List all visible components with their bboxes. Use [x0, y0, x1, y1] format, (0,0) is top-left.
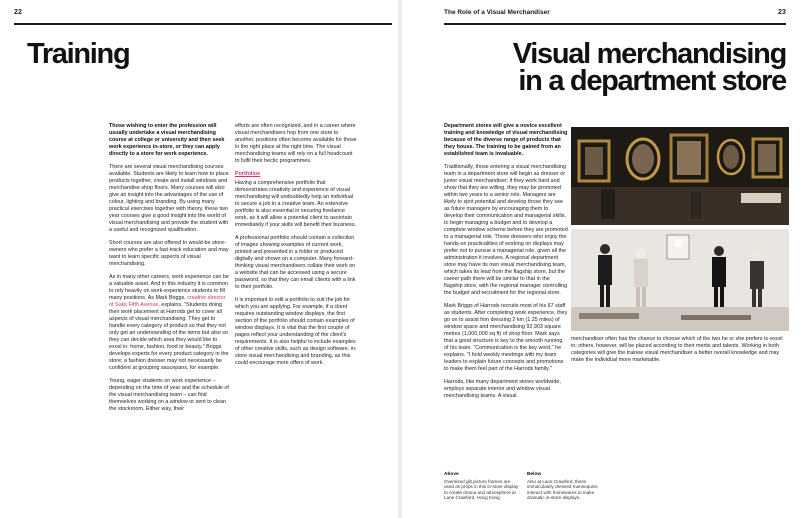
body-paragraph: Harrods, like many department stores worldwide, employs separate interior and window visual merchandising teams. A visual [444, 379, 561, 399]
body-paragraph: Short courses are also offered to would-be store-owners who prefer a fast-track education and may want to learn specific aspects of visual merchandising. [109, 240, 229, 267]
body-paragraph: There are several visual merchandising courses available. Students are likely to learn how to place products together, create and install windows and merchandise shop floors. Many courses will also give an insight into the advantages of the use of colour, lighting and branding. By using many practical exercises together with theory, these two year courses give a good insight into the world of visual merchandising and provide the student with a useful and recognized qualification. [109, 164, 229, 233]
header-rule-left [14, 23, 392, 25]
caption-below [527, 472, 603, 501]
page-title-department-store [512, 38, 786, 97]
photo-mannequins-display [571, 229, 789, 331]
title-line-2: in a department store [518, 65, 786, 97]
caption-above-text: Oversized gilt picture frames are used as props in this in-store display to create drama and atmosphere at Lane Crawford, Hong Kong. [444, 478, 519, 501]
portfolios-subheading: Portfolios [235, 171, 261, 177]
page-title-training: Training [27, 38, 130, 70]
intro-paragraph: Those wishing to enter the profession will usually undertake a visual merchandising course at college or university and then seek work experience in-store, or they can apply directly to a store for work experience. [109, 123, 225, 157]
body-text: explains, "Students doing their work placement at Harrods get to cover all aspects of visual merchandising. They get to handle every category of product so that they not only get an understanding of the items but also so they can decide which area they would like to excel in: home, fashion, food or beauty." Briggs develops experts for every product category in the store; a fashion dresser may not necessarily be confident at grouping saucepans, for example. [109, 302, 229, 371]
running-head: The Role of a Visual Merchandiser [444, 9, 550, 16]
page-number-right: 23 [778, 9, 786, 16]
left-column-2 [235, 123, 358, 373]
portfolio-paragraph: Having a comprehensive portfolio that demonstrates creativity and experience of visual merchandising will undoubtedly help an individual to secure a job in a creative team. An extensive portfolio is also essential in securing freelance work, as it will allow a potential client to ascertain immediately if your skills will benefit their business. [235, 180, 357, 228]
right-column-1 [444, 123, 568, 406]
body-paragraph: merchandiser often has the chance to choose which of the two he or she prefers to excel in; others, however, will be placed according to their merits and talents. Working in both categories will give the trainee visual merchandiser a better overall knowledge and may make the individual more marketable. [571, 336, 783, 363]
title-line-1: Visual merchandising [512, 38, 786, 70]
right-page [400, 0, 800, 518]
intro-paragraph: Department stores will give a novice excellent training and knowledge of visual merchandising because of the diverse range of products that they house. The training to be gained from an established team is invaluable. [444, 123, 568, 157]
caption-above-label: Above [444, 472, 459, 477]
portfolio-paragraph: A professional portfolio should contain a collection of images showing examples of current work, printed and presented in a folder or produced digitally and shown on a computer. Many forward-thinking visual merchandisers collate their work on a website that can be accessed using a secure password, so that they can email clients with a link to their portfolio. [235, 235, 356, 290]
highlight-text: creative director of Saks Fifth Avenue, [109, 295, 226, 308]
right-column-2 [571, 336, 789, 370]
frames-display-illustration [571, 127, 789, 225]
caption-below-text: Also at Lane Crawford, these immaculately dressed mannequins interact with homewares to make dramatic in-store displays. [527, 478, 598, 501]
caption-below-label: Below [527, 472, 542, 477]
body-paragraph [109, 274, 229, 372]
photo-gilt-frames-display [571, 127, 789, 225]
body-paragraph: Mark Briggs of Harrods recruits most of his 67 staff as students. After completing work experience, they go on to assist him dressing 2 km (1.25 miles) of window space and merchandising 92,903 square metres (1,000,000 sq ft) of shop floor. Mark says that a good structure is key to the smooth running of his team. "Communication is the key word," he explains. "I hold weekly meetings with my team leaders to explain future concepts and promotions to make them feel part of the Harrods family." [444, 303, 568, 372]
body-paragraph: Young, eager students on work experience – depending on the time of year and the schedule of the visual merchandising team – can find themselves working on a window or sent to clean the stockroom. Either way, their [109, 378, 229, 412]
page-number-left: 22 [14, 9, 22, 16]
body-paragraph: Traditionally, those entering a visual merchandising team in a department store will begin as dresser or junior visual merchandiser; if they work hard and show that they are willing, they may be promoted within two years to a senior role. Managers are likely to spot potential and develop those they see as future managers by encouraging them to develop their communication and managerial skills, to begin managing a budget and to develop a complete window scheme before they are promoted to a managerial role. Those dressers who enjoy the hands-on practicalities of working on displays may prefer not to pursue a managerial role, given all the administration it involves. A regional department store may have its own visual merchandising team, which takes its lead from the flagship store, but the career path there will be similar to that in the flagship store, with the regional manager controlling the budget and recruitment for the regional store. [444, 164, 568, 296]
body-text: As in many other careers, work experience can be a valuable asset. And in this industry it is common to rely heavily on work-experience students to fill many positions. As Mark Briggs, [109, 274, 229, 301]
header-rule-right [444, 23, 786, 25]
portfolio-paragraph: It is important to edit a portfolio to suit the job for which you are applying. For example, if a client requires outstanding window displays, the first section of the portfolio should contain examples of window displays. It is vital that the first couple of pages reflect your understanding of the client's requirements. It is also helpful to include examples of other creative skills, such as design software, in-store visual merchandising and branding, as this could encourage more offers of work. [235, 297, 357, 366]
body-paragraph: efforts are often recognized, and in a career where visual merchandisers hop from one store to another, positions often become available for those in the right place at the right time. The visual merchandising teams will rely on a full headcount to fulfil their hectic programmes. [235, 123, 357, 164]
left-column-1 [109, 123, 229, 419]
book-gutter [397, 0, 403, 518]
caption-above [444, 472, 520, 501]
mannequins-display-illustration [571, 229, 789, 331]
